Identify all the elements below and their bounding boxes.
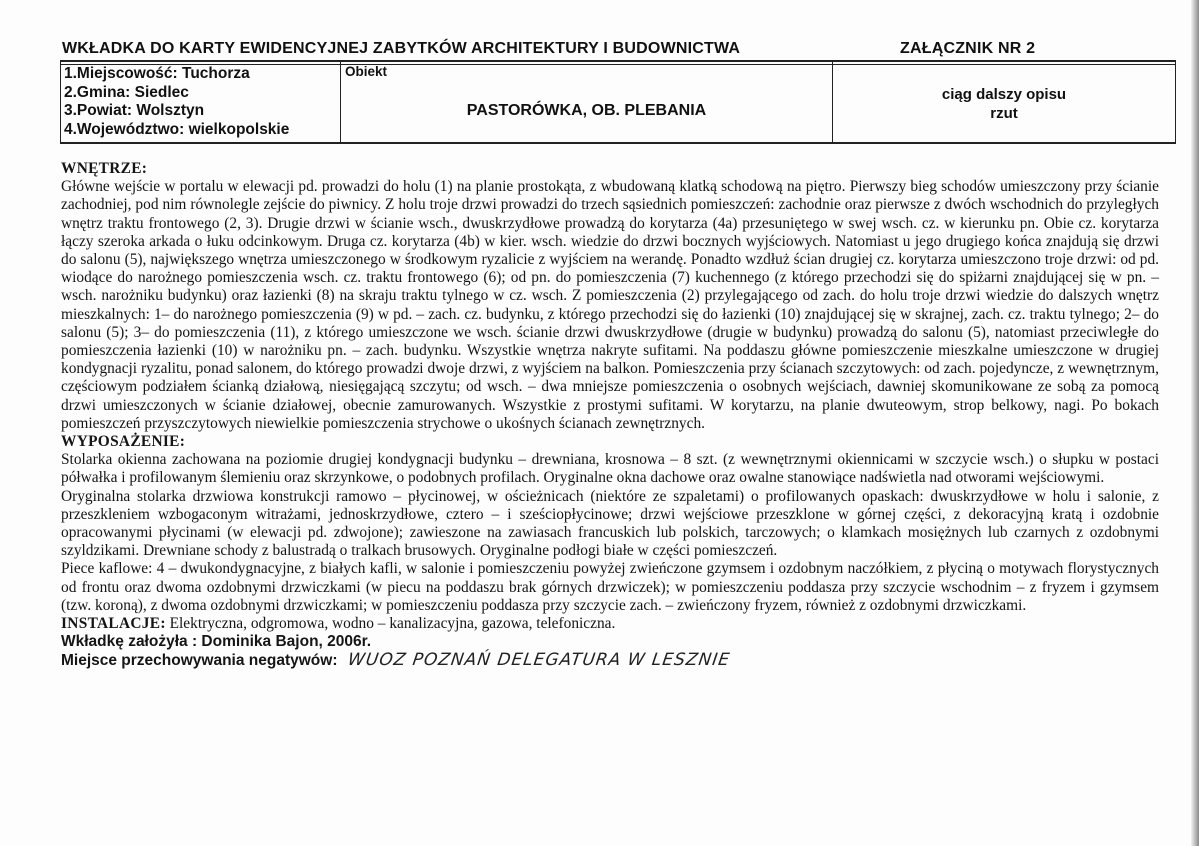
equipment-doors-text: Oryginalna stolarka drzwiowa konstrukcji ramowo – płycinowej, w ościeżnicach (niektóre ze szpaletami) o profilowanych opaskach: dwuskrzydłowe w holu i salonie, z przeszkleniem wzbogaconym witrażami, jednoskrzydłowe, cztero – i sześciopłycinowe; drzwi wejściowe przeszklone w górnej części, z dekoracyjną kratą i ozdobnie opracowanymi płycinami (w elewacji pd. zdwojone); zawieszone na zawiasach francuskich lub polskich, tarczowych; o klamkach mosiężnych lub czarnych z ozdobnymi szyldzikami. Drewniane schody z balustradą o tralkach brusowych. Oryginalne podłogi białe w części pomieszczeń. bbox=[61, 487, 1159, 560]
equipment-stoves-text: Piece kaflowe: 4 – dwukondygnacyjne, z białych kafli, w salonie i pomieszczeniu powyżej zwieńczone gzymsem i ozdobnym naczółkiem, z płyciną o motywach florystycznych od frontu oraz dwoma ozdobnymi drzwiczkami (w piecu na poddaszu brak górnych drzwiczek); w pomieszczeniu poddasza przy szczycie wschodnim – z fryzem i gzymsem (tzw. koroną), z dwoma ozdobnymi drzwiczkami; w pomieszczeniu poddasza przy szczycie zach. – zwieńczony fryzem, również z ozdobnymi drzwiczkami. bbox=[61, 560, 1159, 614]
object-label: Obiekt bbox=[345, 64, 388, 79]
negatives-label: Miejsce przechowywania negatywów: bbox=[61, 652, 338, 670]
description-body bbox=[61, 160, 1159, 671]
note-plan: rzut bbox=[990, 105, 1018, 122]
installations-heading: INSTALACJE: bbox=[61, 615, 166, 633]
object-cell bbox=[341, 62, 833, 142]
document-title: WKŁADKA DO KARTY EWIDENCYJNEJ ZABYTKÓW ARCHITEKTURY I BUDOWNICTWA bbox=[62, 40, 741, 57]
location-county: 3.Powiat: Wolsztyn bbox=[64, 102, 205, 119]
location-cell bbox=[61, 62, 341, 142]
insert-author: Wkładkę założyła : Dominika Bajon, 2006r. bbox=[61, 633, 372, 651]
note-cell bbox=[833, 62, 1175, 142]
note-continuation: ciąg dalszy opisu bbox=[941, 86, 1067, 103]
installations-line bbox=[61, 615, 1159, 633]
location-voivodeship: 4.Województwo: wielkopolskie bbox=[64, 120, 290, 138]
object-name: PASTORÓWKA, OB. PLEBANIA bbox=[466, 102, 707, 119]
location-commune: 2.Gmina: Siedlec bbox=[64, 83, 189, 101]
installations-text: Elektryczna, odgromowa, wodno – kanalizacyjna, gazowa, telefoniczna. bbox=[165, 615, 616, 633]
identification-table bbox=[60, 60, 1176, 144]
negatives-location-handwritten: WUOZ POZNAŃ DELEGATURA W LESZNIE bbox=[346, 650, 732, 671]
equipment-windows-text: Stolarka okienna zachowana na poziomie drugiej kondygnacji budynku – drewniana, krosnowa – 8 szt. (z wewnętrznymi okiennicami w szczycie wsch.) o słupku w postaci półwałka i profilowanym ślemieniu oraz skrzynkowe, o podobnych profilach. Oryginalne okna dachowe oraz owalne stanowiące nadświetla nad otworami wejściowymi. bbox=[61, 451, 1159, 487]
negatives-location-row bbox=[61, 651, 1159, 670]
location-town: 1.Miejscowość: Tuchorza bbox=[64, 65, 250, 82]
interior-text: Główne wejście w portalu w elewacji pd. prowadzi do holu (1) na planie prostokąta, z wbudowaną klatką schodową na piętro. Pierwszy bieg schodów umieszczony przy ścianie zachodniej, pod nim równolegle zejście do piwnicy. Z holu troje drzwi prowadzi do trzech sąsiednich pomieszczeń: zachodnie oraz pierwsze z dwóch wschodnich do przyległych wnętrz traktu frontowego (2, 3). Drugie drzwi w ścianie wsch., dwuskrzydłowe prowadzą do korytarza (4a) przesuniętego w swej wsch. cz. w kierunku pn. Obie cz. korytarza łączy szeroka arkada o łuku odcinkowym. Druga cz. korytarza (4b) w kier. wsch. wiedzie do drzwi bocznych wyjściowych. Natomiast u jego drugiego końca znajdują się drzwi do salonu (5), największego wnętrza umieszczonego w środkowym ryzalicie z wyjściem na werandę. Ponadto wzdłuż ścian drugiej cz. korytarza umieszczono troje drzwi: od pd. wiodące do narożnego pomieszczenia wsch. cz. traktu frontowego (6); od pn. do pomieszczenia (7) kuchennego (z którego przechodzi się do spiżarni znajdującej się w pn. – wsch. narożniku budynku) oraz łazienki (8) na skraju traktu tylnego w cz. wsch. Z pomieszczenia (2) przylegającego od zach. do holu troje drzwi wiedzie do dalszych wnętrz mieszkalnych: 1– do narożnego pomieszczenia (9) w pd. – zach. cz. budynku, z którego przechodzi się do łazienki (10) znajdującej się w skrajnej, zach. cz. traktu tylnego; 2– do salonu (5); 3– do pomieszczenia (11), z którego umieszczone we wsch. ścianie drzwi dwuskrzydłowe (drugie w budynku) prowadzą do salonu (5), natomiast przeciwległe do pomieszczenia łazienki (10) w narożniku pn. – zach. budynku. Wszystkie wnętrza nakryte sufitami. Na poddaszu główne pomieszczenie mieszkalne umieszczone w drugiej kondygnacji ryzalitu, ponad salonem, do którego prowadzi dwoje drzwi, z wyjściem na balkon. Pomieszczenia przy ścianach szczytowych: od zach. pojedyncze, z wewnętrznym, częściowym podziałem ścianką działową, niesięgającą szczytu; od wsch. – dwa mniejsze pomieszczenia o osobnych wejściach, dawniej skomunikowane ze sobą za pomocą drzwi umieszczonych w ścianie działowej, obecnie zamurowanych. Wszystkie z prostymi sufitami. W korytarzu, na planie dwuteowym, strop belkowy, nagi. Po bokach pomieszczeń przyszczytowych niewielkie pomieszczenia strychowe o ukośnych ścianach zewnętrznych. bbox=[61, 178, 1159, 432]
page-edge bbox=[1191, 0, 1199, 846]
attachment-number: ZAŁĄCZNIK NR 2 bbox=[900, 40, 1036, 57]
equipment-heading: WYPOSAŻENIE: bbox=[61, 433, 186, 451]
interior-heading: WNĘTRZE: bbox=[61, 160, 148, 177]
